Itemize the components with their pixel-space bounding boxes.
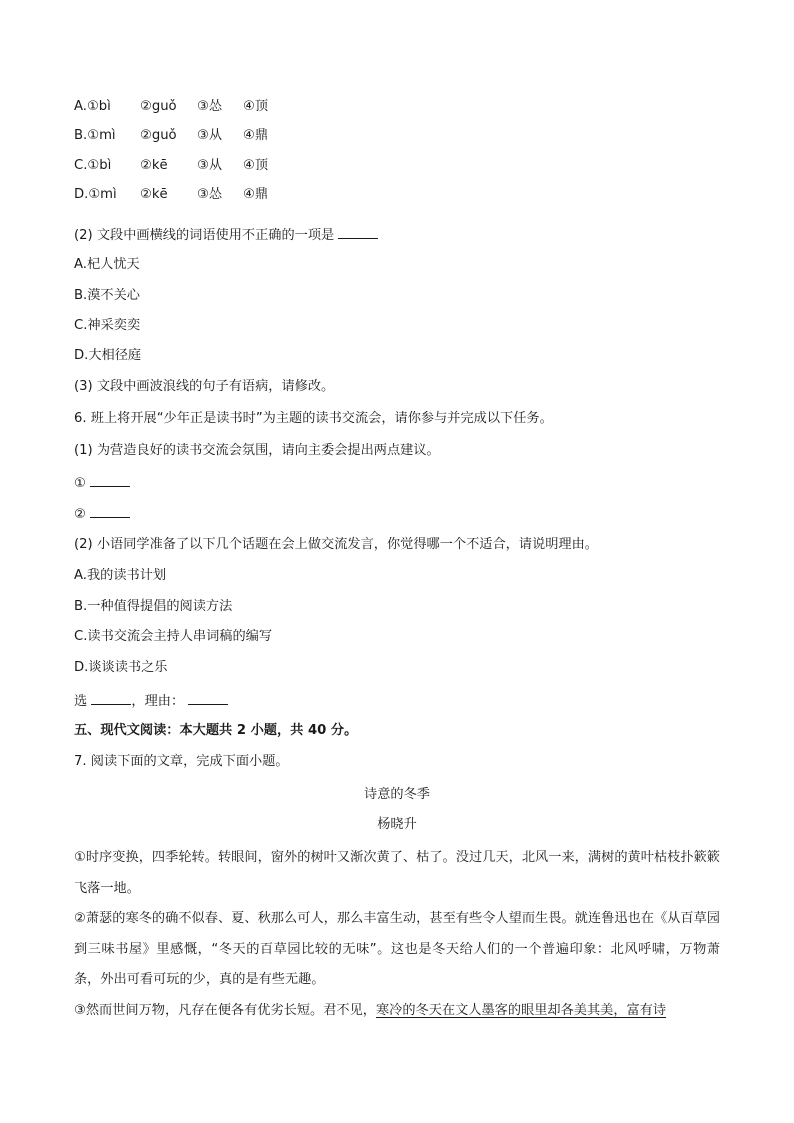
- section-heading: 五、现代文阅读：本大题共 2 小题，共 40 分。: [74, 723, 358, 738]
- question-5-2: [74, 224, 378, 246]
- underlined-sentence: 寒冷的冬天在文人墨客的眼里却各美其美，富有诗: [375, 1003, 667, 1018]
- option-part: ④顶: [243, 158, 269, 173]
- option-part: ④顶: [243, 99, 269, 114]
- blank-line-2: [74, 503, 130, 525]
- option-item: A.杞人忧天: [74, 257, 140, 272]
- question-6-1: (1) 为营造良好的读书交流会氛围，请向主委会提出两点建议。: [74, 443, 440, 458]
- option-part: ①mì: [88, 187, 117, 202]
- blank-line-1: [74, 472, 130, 494]
- option-part: ①bì: [86, 99, 111, 114]
- option-item: B.漠不关心: [74, 288, 140, 303]
- choice-reason-line: [74, 690, 228, 712]
- article-author: 杨晓升: [377, 817, 417, 832]
- option-letter: A.: [74, 99, 87, 114]
- option-part: ③从: [197, 128, 223, 143]
- option-part: ①mì: [87, 128, 116, 143]
- option-item: D.大相径庭: [74, 348, 142, 363]
- option-row-a: [74, 97, 268, 117]
- answer-blank[interactable]: [188, 690, 228, 705]
- option-part: ②kē: [140, 187, 168, 202]
- option-letter: C.: [74, 158, 88, 173]
- option-letter: D.: [74, 187, 89, 202]
- option-part: ②guǒ: [140, 128, 177, 143]
- question-text: (2) 文段中画横线的词语使用不正确的一项是: [74, 228, 335, 243]
- option-part: ①bì: [87, 158, 112, 173]
- option-item: D.谈谈读书之乐: [74, 660, 168, 675]
- option-part: ③从: [197, 158, 223, 173]
- reason-label: ，理由：: [131, 694, 185, 709]
- article-paragraph-3: [74, 996, 720, 1027]
- blank-label: ①: [74, 476, 86, 491]
- question-6-2: (2) 小语同学准备了以下几个话题在会上做交流发言，你觉得哪一个不适合，请说明理由。: [74, 537, 598, 552]
- option-item: B.一种值得提倡的阅读方法: [74, 599, 233, 614]
- answer-blank[interactable]: [90, 503, 130, 518]
- option-part: ②guǒ: [140, 99, 177, 114]
- article-paragraph-2: ②萧瑟的寒冬的确不似春、夏、秋那么可人，那么丰富生动，甚至有些令人望而生畏。就连鲁迅也在《从百草园到三味书屋》里感慨，“冬天的百草园比较的无味”。这也是冬天给人们的一个普遍印象：北风呼啸，万物萧条，外出可看可玩的少，真的是有些无趣。: [74, 911, 720, 987]
- option-row-d: [74, 185, 268, 205]
- option-row-b: [74, 126, 268, 146]
- answer-blank[interactable]: [91, 690, 131, 705]
- option-item: C.读书交流会主持人串词稿的编写: [74, 629, 273, 644]
- article-title: 诗意的冬季: [364, 787, 430, 802]
- question-5-3: (3) 文段中画波浪线的句子有语病，请修改。: [74, 379, 335, 394]
- choose-label: 选: [74, 694, 88, 709]
- question-7-stem: 7. 阅读下面的文章，完成下面小题。: [74, 754, 289, 769]
- option-part: ④鼎: [243, 187, 269, 202]
- answer-blank[interactable]: [338, 224, 378, 239]
- paragraph-text: ③然而世间万物，凡存在便各有优劣长短。君不见，: [74, 1003, 376, 1018]
- option-part: ②kē: [140, 158, 168, 173]
- option-item: C.神采奕奕: [74, 318, 141, 333]
- answer-blank[interactable]: [90, 472, 130, 487]
- option-part: ④鼎: [243, 128, 269, 143]
- blank-label: ②: [74, 507, 86, 522]
- option-part: ③怂: [197, 99, 223, 114]
- option-part: ③怂: [197, 187, 223, 202]
- question-6-stem: 6. 班上将开展“少年正是读书时”为主题的读书交流会，请你参与并完成以下任务。: [74, 411, 553, 426]
- option-letter: B.: [74, 128, 88, 143]
- option-row-c: [74, 156, 268, 176]
- article-paragraph-1: ①时序变换，四季轮转。转眼间，窗外的树叶又渐次黄了、枯了。没过几天，北风一来，满树的黄叶枯枝扑簌簌飞落一地。: [74, 850, 720, 896]
- option-item: A.我的读书计划: [74, 568, 167, 583]
